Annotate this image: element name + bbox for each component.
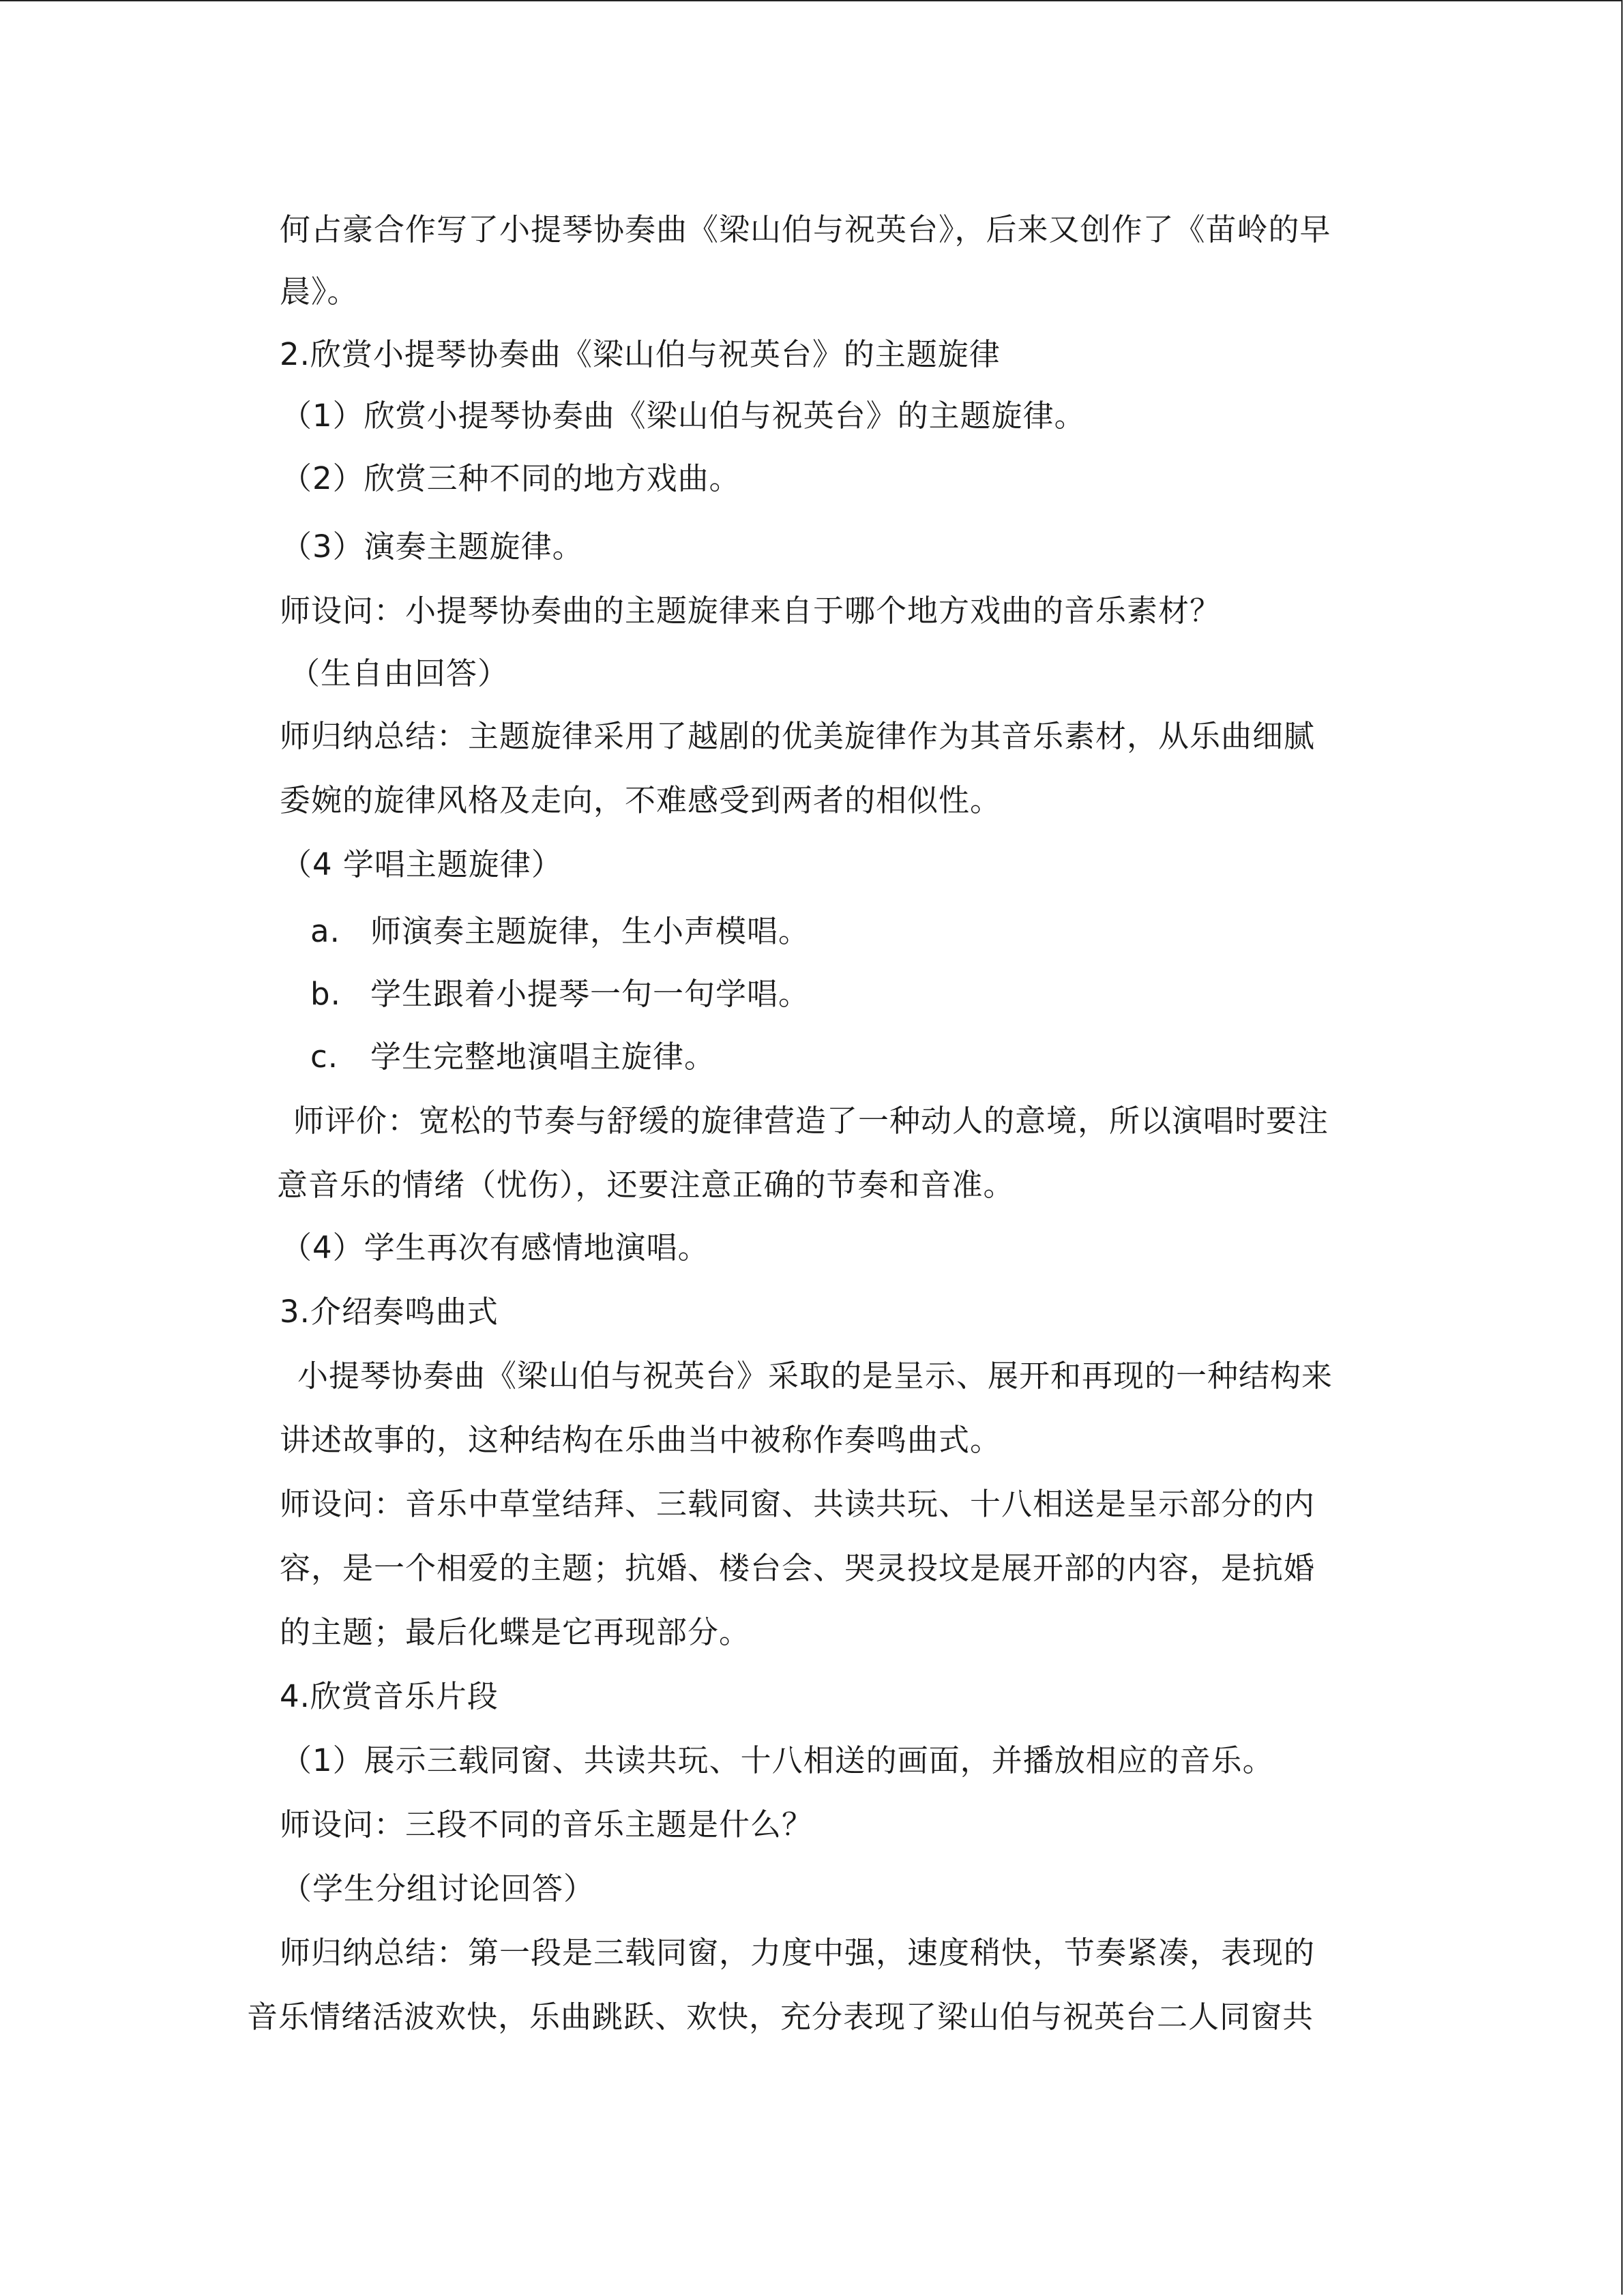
paragraph-line: （1）欣赏小提琴协奏曲《梁山伯与祝英台》的主题旋律。 bbox=[281, 398, 1086, 434]
section-heading: 3.介绍奏鸣曲式 bbox=[280, 1294, 499, 1330]
list-item bbox=[310, 974, 810, 1015]
paragraph-line: 讲述故事的，这种结构在乐曲当中被称作奏鸣曲式。 bbox=[280, 1422, 1002, 1458]
paragraph-line: （学生分组讨论回答） bbox=[281, 1870, 595, 1907]
list-item-text: 学生完整地演唱主旋律。 bbox=[370, 1039, 716, 1075]
paragraph-line: 委婉的旋律风格及走向，不难感受到两者的相似性。 bbox=[280, 782, 1002, 818]
paragraph-line: 意音乐的情绪（忧伤），还要注意正确的节奏和音准。 bbox=[277, 1167, 1015, 1203]
paragraph-line: 师评价：宽松的节奏与舒缓的旋律营造了一种动人的意境，所以演唱时要注 bbox=[293, 1103, 1329, 1139]
list-item-text: 师演奏主题旋律，生小声模唱。 bbox=[370, 913, 810, 949]
paragraph-line: 小提琴协奏曲《梁山伯与祝英台》采取的是呈示、展开和再现的一种结构来 bbox=[297, 1358, 1333, 1394]
paragraph-line: 的主题；最后化蝶是它再现部分。 bbox=[280, 1614, 751, 1650]
list-marker: a. bbox=[310, 913, 340, 949]
paragraph-line: （4 学唱主题旋律） bbox=[281, 846, 563, 882]
paragraph-line: 何占豪合作写了小提琴协奏曲《梁山伯与祝英台》，后来又创作了《苗岭的早 bbox=[280, 211, 1331, 248]
list-item-text: 学生跟着小提琴一句一句学唱。 bbox=[370, 976, 810, 1012]
paragraph-line: （3）演奏主题旋律。 bbox=[281, 528, 584, 565]
paragraph-line: 师设问：小提琴协奏曲的主题旋律来自于哪个地方戏曲的音乐素材？ bbox=[280, 593, 1222, 629]
section-heading: 2.欣赏小提琴协奏曲《梁山伯与祝英台》的主题旋律 bbox=[280, 336, 1001, 372]
paragraph-line: 师归纳总结：主题旋律采用了越剧的优美旋律作为其音乐素材，从乐曲细腻 bbox=[280, 718, 1316, 754]
paragraph-line: 容，是一个相爱的主题；抗婚、楼台会、哭灵投坟是展开部的内容，是抗婚 bbox=[280, 1550, 1316, 1586]
list-item bbox=[310, 911, 810, 952]
paragraph-line: 晨》。 bbox=[280, 273, 359, 310]
paragraph-line: 师归纳总结：第一段是三载同窗，力度中强，速度稍快，节奏紧凑，表现的 bbox=[280, 1935, 1316, 1971]
paragraph-line: （2）欣赏三种不同的地方戏曲。 bbox=[281, 460, 741, 496]
paragraph-line: （1）展示三载同窗、共读共玩、十八相送的画面，并播放相应的音乐。 bbox=[281, 1742, 1274, 1778]
list-marker: c. bbox=[310, 1039, 339, 1075]
paragraph-line: 音乐情绪活波欢快，乐曲跳跃、欢快，充分表现了梁山伯与祝英台二人同窗共 bbox=[247, 1999, 1314, 2035]
paragraph-line: （4）学生再次有感情地演唱。 bbox=[281, 1229, 709, 1266]
list-marker: b. bbox=[310, 976, 341, 1012]
section-heading: 4.欣赏音乐片段 bbox=[280, 1678, 499, 1714]
paragraph-line: 师设问：音乐中草堂结拜、三载同窗、共读共玩、十八相送是呈示部分的内 bbox=[280, 1486, 1316, 1522]
paragraph-line: 师设问：三段不同的音乐主题是什么？ bbox=[280, 1806, 814, 1843]
paragraph-line: （生自由回答） bbox=[289, 655, 510, 691]
list-item bbox=[310, 1037, 715, 1077]
